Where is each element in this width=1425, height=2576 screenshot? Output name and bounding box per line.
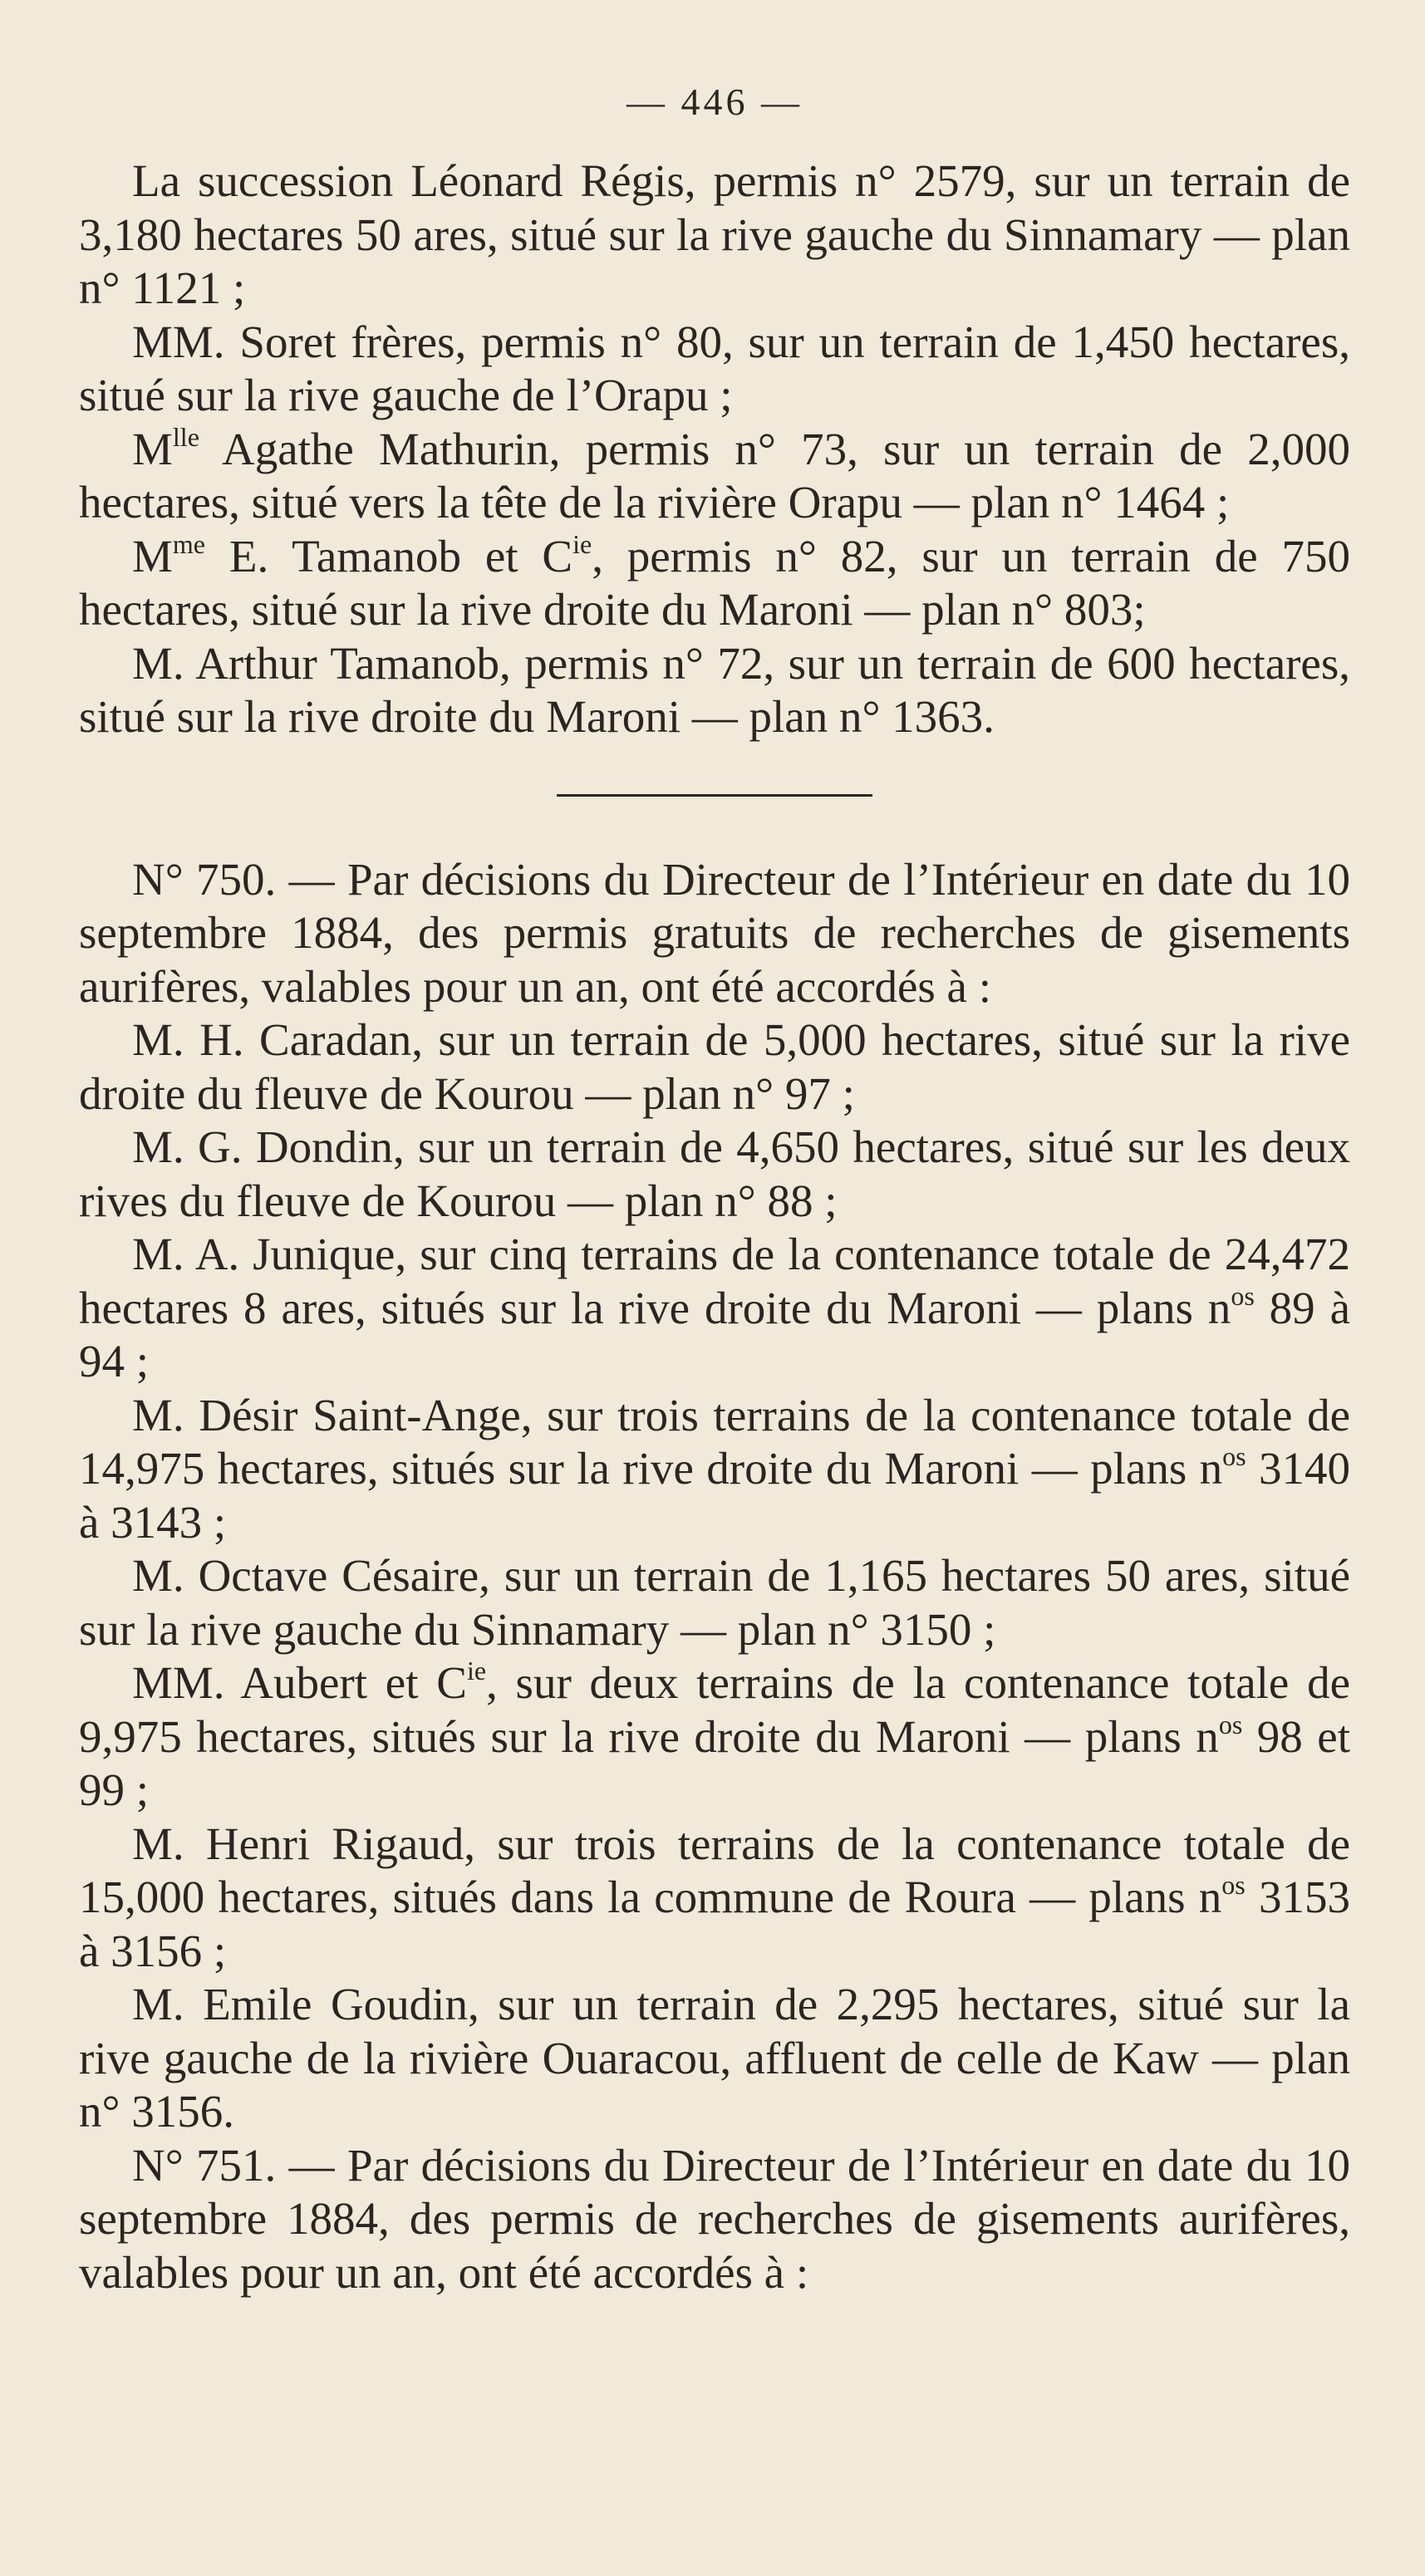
paragraph-caradan: M. H. Caradan, sur un terrain de 5,000 hectares, situé sur la rive droite du fleuve de Kourou — plan n° 97 ;	[79, 1014, 1350, 1119]
paragraph-soret: MM. Soret frères, permis n° 80, sur un terrain de 1,450 hectares, situé sur la rive gauche de l’Orapu ;	[79, 316, 1350, 420]
paragraph-decision-751: N° 751. — Par décisions du Directeur de l’Intérieur en date du 10 septembre 1884, des permis de recherches de gisements aurifères, valables pour un an, ont été accordés à :	[79, 2139, 1350, 2298]
page-number: — 446 —	[627, 81, 803, 123]
paragraph-mathurin: $M^{lle}$ Agathe Mathurin, permis n° 73, sur un terrain de 2,000 hectares, situé vers la tête de la rivière Orapu — plan n° 1464 ;	[79, 421, 1350, 527]
section-divider	[557, 794, 872, 797]
paragraph-junique: M. A. Junique, sur cinq terrains de la contenance totale de 24,472 hectares 8 ares, situés sur la rive droite du Maroni — plans $n^{os}$ 89 à 94 ;	[79, 1229, 1350, 1386]
paragraph-tamanob-arthur: M. Arthur Tamanob, permis n° 72, sur un terrain de 600 hectares, situé sur la rive droite du Maroni — plan n° 1363.	[79, 637, 1350, 742]
paragraph-saint-ange: M. Désir Saint-Ange, sur trois terrains de la contenance totale de 14,975 hectares, situés sur la rive droite du Maroni — plans $n^{os}$ 3140 à 3143 ;	[79, 1389, 1351, 1548]
paragraph-aubert: MM. Aubert et $C^{ie}$, sur deux terrains de la contenance totale de 9,975 hectares, situés sur la rive droite du Maroni — plans $n^{os}$ 98 et 99 ;	[79, 1656, 1350, 1815]
paragraph-rigaud: M. Henri Rigaud, sur trois terrains de la contenance totale de 15,000 hectares, situés dans la commune de Roura — plans $n^{os}$ 3153 à 3156 ;	[79, 1818, 1351, 1976]
paragraph-decision-750: N° 750. — Par décisions du Directeur de l’Intérieur en date du 10 septembre 1884, des permis gratuits de recherches de gisements aurifères, valables pour un an, ont été accordés à :	[79, 853, 1350, 1012]
paragraph-tamanob-e: $M^{me}$ E. Tamanob et $C^{ie}$, permis n° 82, sur un terrain de 750 hectares, situé sur la rive droite du Maroni — plan n° 803;	[79, 528, 1351, 635]
paragraph-goudin: M. Emile Goudin, sur un terrain de 2,295 hectares, situé sur la rive gauche de la rivière Ouaracou, affluent de celle de Kaw — plan n° 3156.	[79, 1979, 1350, 2137]
document-page	[79, 83, 1350, 2299]
paragraph-cesaire: M. Octave Césaire, sur un terrain de 1,165 hectares 50 ares, situé sur la rive gauche du Sinnamary — plan n° 3150 ;	[79, 1550, 1350, 1655]
paragraph-dondin: M. G. Dondin, sur un terrain de 4,650 hectares, situé sur les deux rives du fleuve de Kourou — plan n° 88 ;	[79, 1121, 1350, 1226]
paragraph-regis: La succession Léonard Régis, permis n° 2579, sur un terrain de 3,180 hectares 50 ares, situé sur la rive gauche du Sinnamary — plan n° 1121 ;	[79, 155, 1350, 313]
